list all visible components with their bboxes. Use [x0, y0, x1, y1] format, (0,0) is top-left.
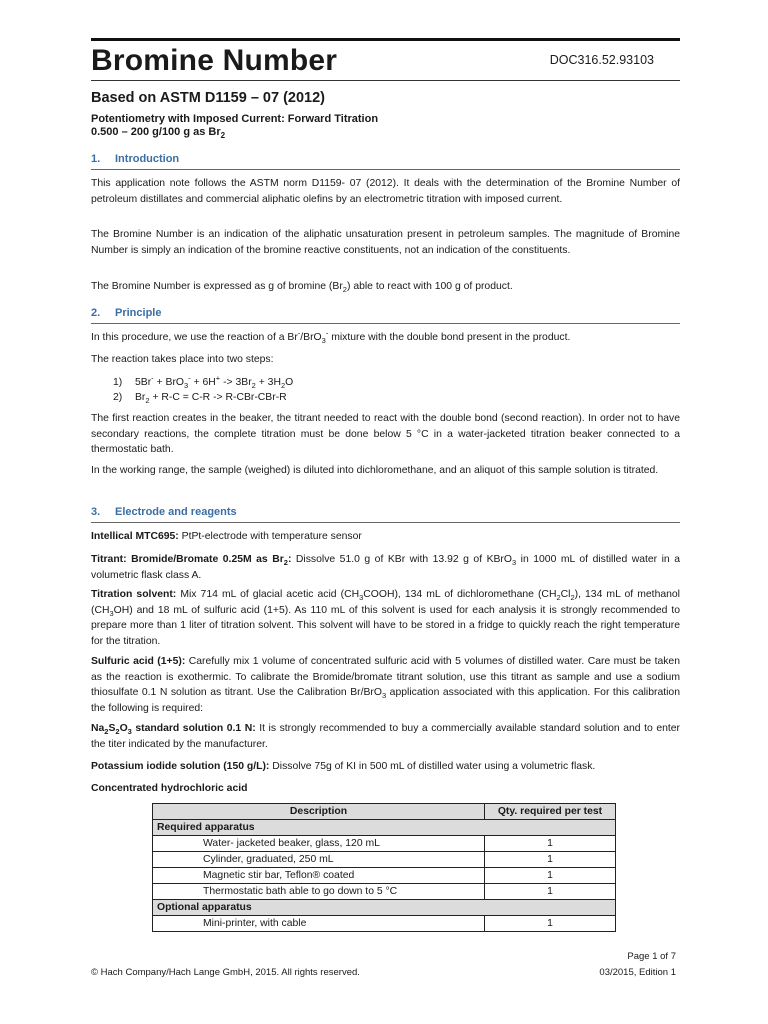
- item-description: Magnetic stir bar, Teflon® coated: [153, 868, 485, 884]
- item-description: Cylinder, graduated, 250 mL: [153, 852, 485, 868]
- section-rule: [91, 169, 680, 170]
- method-info: [91, 113, 378, 142]
- sulfuric-acid-paragraph: Sulfuric acid (1+5): Carefully mix 1 volume of concentrated sulfuric acid with 5 volumes of distilled water. Care must be taken as the reaction is exothermic. To calibrate the Bromide/bromate titrant solution, use this titrant as sample and use a sodium thiosulfate 0.1 N solution as titrant. Use the Calibration Br/BrO$_3$ application associated with this application. For this calibration the following is required:: [91, 656, 680, 714]
- principle-paragraph-3: The first reaction creates in the beaker, the titrant needed to react with the double bond (second reaction). In order not to have secondary reactions, the complete titration must be done below 5 °C in a water-jacketed titration beaker connected to a thermostatic bath.: [91, 413, 680, 455]
- table-row: [153, 836, 616, 852]
- page-title: Bromine Number: [91, 44, 338, 77]
- electrode-paragraph: Intellical MTC695: PtPt-electrode with temperature sensor: [91, 531, 362, 542]
- item-description: Mini-printer, with cable: [153, 916, 485, 932]
- column-header-quantity: Qty. required per test: [485, 804, 616, 820]
- section-heading-introduction: 1. Introduction: [91, 153, 180, 165]
- section-rule: [91, 522, 680, 523]
- edition-info: 03/2015, Edition 1: [599, 967, 676, 978]
- reaction-step-2: 2) $Br_2 + R-C = C-R -> R-CBr-CBr-R$: [113, 392, 287, 406]
- section-rule: [91, 323, 680, 324]
- reaction-step-1: 1) $5Br^- + BrO_3^- + 6H^+ -> 3Br_2 + 3H_2O$: [113, 373, 294, 391]
- range-line: 0.500 – 200 g/100 g as $Br_2$: [91, 126, 226, 141]
- item-quantity: 1: [485, 868, 616, 884]
- document-id: DOC316.52.93103: [549, 53, 654, 67]
- table-row: [153, 916, 616, 932]
- item-quantity: 1: [485, 884, 616, 900]
- potassium-iodide-paragraph: Potassium iodide solution (150 g/L): Dissolve 75g of KI in 500 mL of distilled water using a volumetric flask.: [91, 761, 596, 772]
- section-heading-electrode-reagents: 3. Electrode and reagents: [91, 506, 237, 518]
- copyright-notice: © Hach Company/Hach Lange GmbH, 2015. All rights reserved.: [91, 967, 360, 978]
- intro-paragraph-1: This application note follows the ASTM norm D1159- 07 (2012). It deals with the determination of the Bromine Number of petroleum distillates and commercial aliphatic olefins by an electrometric titration with imposed current.: [91, 178, 680, 205]
- table-group-row: [153, 820, 616, 836]
- column-header-description: Description: [153, 804, 485, 820]
- intro-paragraph-3: The Bromine Number is expressed as g of bromine $(Br_2)$ able to react with 100 g of product.: [91, 281, 513, 295]
- table-group-row: [153, 900, 616, 916]
- method-line: Potentiometry with Imposed Current: Forward Titration: [91, 113, 379, 125]
- table-row: [153, 884, 616, 900]
- item-description: Water- jacketed beaker, glass, 120 mL: [153, 836, 485, 852]
- intro-paragraph-2: The Bromine Number is an indication of the aliphatic unsaturation present in petroleum samples. The magnitude of Bromine Number is simply an indication of the bromine reactive constituents, not an indication of the constituents.: [91, 229, 680, 256]
- item-quantity: 1: [485, 916, 616, 932]
- title-rule: [91, 80, 680, 81]
- page-number: Page 1 of 7: [627, 951, 676, 962]
- principle-paragraph-4: In the working range, the sample (weighed) is diluted into dichloromethane, and an aliquot of this sample solution is titrated.: [91, 465, 659, 476]
- table-header-row: [153, 804, 616, 820]
- apparatus-table: [152, 803, 616, 932]
- titrant-paragraph: Titrant: Bromide/Bromate 0.25M as $Br_2$: Dissolve 51.0 g of KBr with 13.92 g of KBrO$_3$ in 1000 mL of distilled water in a volumetric flask class A.: [91, 554, 680, 581]
- item-quantity: 1: [485, 836, 616, 852]
- item-description: Thermostatic bath able to go down to 5 °C: [153, 884, 485, 900]
- principle-paragraph-1: In this procedure, we use the reaction of a Br-/BrO$_3$- mixture with the double bond present in the product.: [91, 328, 571, 346]
- hydrochloric-acid-label: Concentrated hydrochloric acid: [91, 783, 248, 794]
- standard-subtitle: Based on ASTM D1159 – 07 (2012): [91, 90, 325, 106]
- principle-paragraph-2: The reaction takes place into two steps:: [91, 354, 274, 365]
- item-quantity: 1: [485, 852, 616, 868]
- top-rule: [91, 38, 680, 41]
- section-heading-principle: 2. Principle: [91, 307, 162, 319]
- group-optional-apparatus: Optional apparatus: [153, 900, 616, 916]
- group-required-apparatus: Required apparatus: [153, 820, 616, 836]
- thiosulfate-paragraph: $Na_2S_2O_3$ standard solution 0.1 N: It is strongly recommended to buy a commercially available standard solution and to enter the titer indicated by the manufacturer.: [91, 723, 680, 750]
- solvent-paragraph: Titration solvent: Mix 714 mL of glacial acetic acid $(CH_3COOH)$, 134 mL of dichloromethane $(CH_2Cl_2)$, 134 mL of methanol $(CH_3OH)$ and 18 mL of sulfuric acid (1+5). As 110 mL of this solvent is used for each analysis it is strongly recommended to prepare more than 1 liter of titration solvent. This solvent will have to be stored in a fridge to quickly reach the right temperature for the titration.: [91, 589, 680, 647]
- table-row: [153, 852, 616, 868]
- table-row: [153, 868, 616, 884]
